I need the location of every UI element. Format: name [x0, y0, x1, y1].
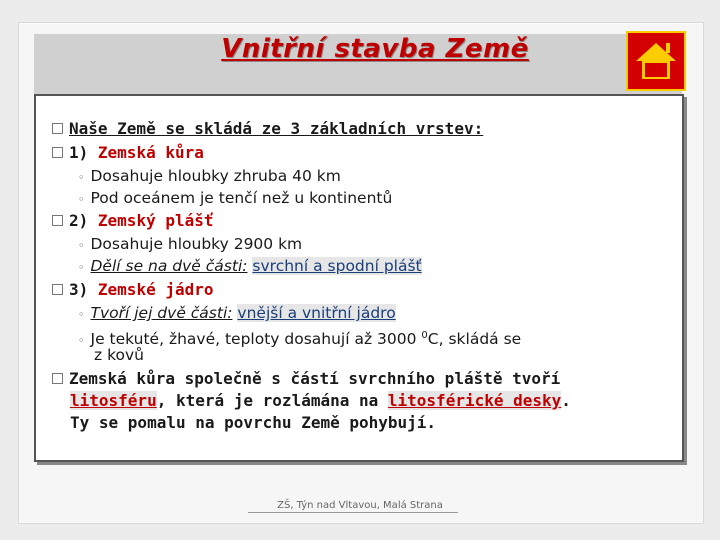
layer2-point2: [78, 256, 422, 278]
summary-line2-end: .: [561, 391, 571, 410]
checkbox-bullet-icon: [52, 123, 63, 134]
intro-line: [52, 118, 483, 140]
degree-superscript: 0: [421, 330, 428, 341]
home-button[interactable]: [626, 31, 686, 91]
ring-bullet-icon: ◦: [78, 171, 85, 184]
checkbox-bullet-icon: [52, 215, 63, 226]
summary-line3-text: Ty se pomalu na povrchu Země pohybují.: [70, 413, 437, 432]
layer3-point2: [78, 325, 521, 351]
layer2-number: 2): [69, 211, 89, 230]
layer2-heading: [52, 210, 214, 232]
checkbox-bullet-icon: [52, 147, 63, 158]
layer3-point2-cont: [94, 345, 144, 366]
layer3-link[interactable]: vnější a vnitřní jádro: [237, 304, 396, 322]
layer3-point2-text: Je tekuté, žhavé, teploty dosahují až 3000: [90, 330, 417, 349]
layer3-point2-end: C, skládá se: [427, 330, 522, 349]
layer2-point2-text: Dělí se na dvě části:: [90, 257, 248, 275]
slide-title: Vnitřní stavba Země: [221, 34, 529, 64]
footer-text: ZŠ, Týn nad Vltavou, Malá Strana: [277, 500, 443, 511]
ring-bullet-icon: ◦: [78, 239, 85, 252]
litosfera-term: litosféru: [70, 391, 157, 410]
layer2-name: Zemský plášť: [97, 211, 214, 230]
layer1-number: 1): [69, 143, 89, 162]
layer3-number: 3): [69, 280, 89, 299]
litosfericke-desky-term: litosférické desky: [387, 391, 562, 410]
layer3-point2-cont-text: z kovů: [94, 346, 144, 364]
checkbox-bullet-icon: [52, 373, 63, 384]
layer3-heading: [52, 279, 214, 301]
layer1-heading: [52, 142, 204, 164]
ring-bullet-icon: ◦: [78, 261, 85, 274]
summary-line3: [70, 412, 436, 434]
checkbox-bullet-icon: [52, 284, 63, 295]
layer2-point1: [78, 234, 302, 256]
layer1-name: Zemská kůra: [97, 143, 204, 162]
home-icon: [632, 37, 680, 85]
layer2-link[interactable]: svrchní a spodní plášť: [252, 257, 422, 275]
summary-line2: [70, 390, 571, 412]
layer3-point1-text: Tvoří jej dvě části:: [90, 304, 233, 322]
layer1-point1: [78, 166, 341, 188]
layer1-point2: [78, 188, 392, 210]
ring-bullet-icon: ◦: [78, 308, 85, 321]
layer1-point2-text: Pod oceánem je tenčí než u kontinentů: [90, 189, 393, 207]
intro-text: Naše Země se skládá ze 3 základních vrstev:: [69, 119, 484, 138]
layer3-name: Zemské jádro: [97, 280, 214, 299]
summary-line2-mid: , která je rozlámána na: [156, 391, 388, 410]
summary-line1: [52, 368, 560, 390]
layer3-point1: [78, 303, 396, 325]
footer-underline: [248, 512, 458, 513]
layer1-point1-text: Dosahuje hloubky zhruba 40 km: [90, 167, 341, 185]
layer2-point1-text: Dosahuje hloubky 2900 km: [90, 235, 303, 253]
summary-line1-text: Zemská kůra společně s částí svrchního pláště tvoří: [69, 369, 561, 388]
ring-bullet-icon: ◦: [78, 334, 85, 348]
ring-bullet-icon: ◦: [78, 193, 85, 206]
